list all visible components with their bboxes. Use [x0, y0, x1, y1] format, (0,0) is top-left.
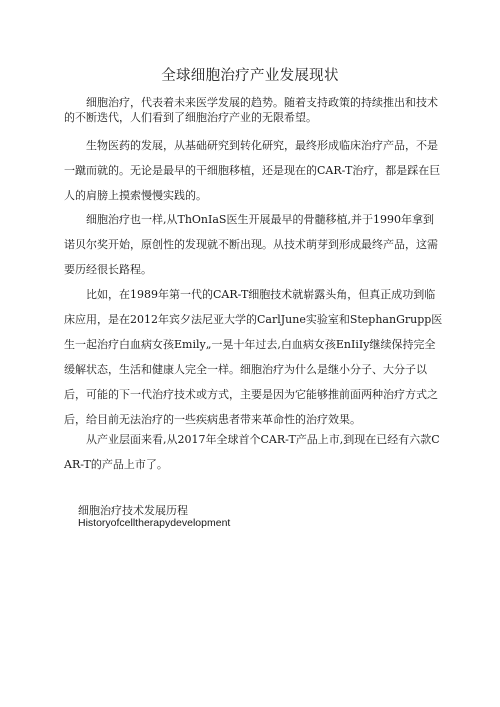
- paragraph-intro: 细胞治疗，代表着未来医学发展的趋势。随着支持政策的持续推出和技术的不断迭代，人们看到了细胞治疗产业的无限希望。: [64, 96, 438, 124]
- section-heading-en: Historyofcelltherapydevelopment: [78, 517, 231, 529]
- paragraph-biomedicine: 生物医药的发展，从基础研究到转化研究，最终形成临床治疗产品，不是一蹴而就的。无论是最早的干细胞移植，还是现在的CAR-T治疗，都是踩在巨人的肩膀上摸索慢慢实践的。: [64, 139, 441, 202]
- document-title: 全球细胞治疗产业发展现状: [161, 68, 339, 84]
- paragraph-industry: 从产业层面来看,从2017年全球首个CAR-T产品上市,到现在已经有六款CAR-T的产品上市了。: [64, 433, 440, 471]
- paragraph-bone-marrow: 细胞治疗也一样,从ThOnIaS医生开展最早的骨髓移植,并于1990年拿到诺贝尔奖开始，原创性的发现就不断出现。从技术萌芽到形成最终产品，这需要历经很长路程。: [64, 213, 438, 276]
- paragraph-car-t-history: 比如，在1989年第一代的CAR-T细胞技术就崭露头角，但真正成功到临床应用，是在2012年宾夕法尼亚大学的CarlJune实验室和StephanGrupp医生一起治疗白血病女孩Emily„一晃十年过去,白血病女孩EnIiIy继续保持完全缓解状态，生活和健康人完全一样。细胞治疗为什么是继小分子、大分子以后，可能的下一代治疗技术或方式，主要是因为它能够推前面两种治疗方式之后，给目前无法治疗的一些疾病患者带来革命性的治疗效果。: [64, 288, 443, 426]
- section-heading-cn: 细胞治疗技术发展历程: [78, 504, 188, 517]
